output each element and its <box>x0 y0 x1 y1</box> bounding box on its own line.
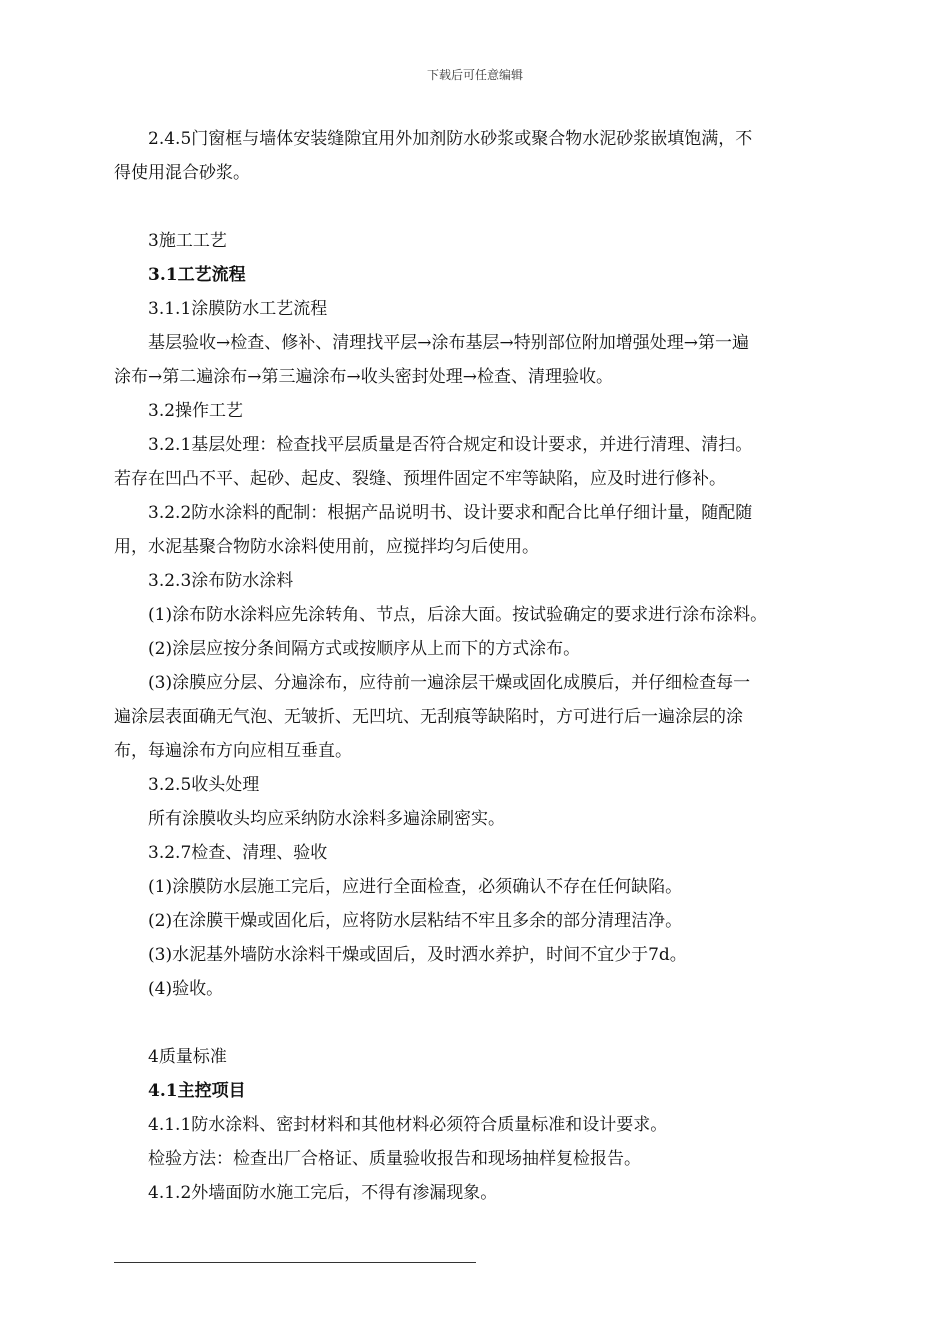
section-heading-4-1: 4.1主控项目 <box>148 1081 246 1101</box>
paragraph-4-1-2: 4.1.2外墙面防水施工完后，不得有渗漏现象。 <box>148 1183 498 1203</box>
spacer <box>114 1006 836 1040</box>
paragraph-3-2-2: 3.2.2防水涂料的配制：根据产品说明书、设计要求和配合比单仔细计量，随配随 <box>148 503 753 523</box>
inspection-method: 检验方法：检查出厂合格证、质量验收报告和现场抽样复检报告。 <box>148 1149 641 1169</box>
subheading-3-1-1: 3.1.1涂膜防水工艺流程 <box>148 299 328 319</box>
page-header: 下载后可任意编辑 <box>426 68 523 82</box>
list-item-3-2-3-3: (3)涂膜应分层、分遍涂布，应待前一遍涂层干燥或固化成膜后，并仔细检查每一 <box>148 673 751 693</box>
list-item-3-2-3-1: (1)涂布防水涂料应先涂转角、节点，后涂大面。按试验确定的要求进行涂布涂料。 <box>148 605 768 625</box>
process-flow-line-2: 涂布→第二遍涂布→第三遍涂布→收头密封处理→检查、清理验收。 <box>114 367 613 387</box>
spacer <box>114 190 836 224</box>
section-heading-3: 3施工工艺 <box>148 231 227 251</box>
paragraph-2-4-5-cont: 得使用混合砂浆。 <box>114 163 250 183</box>
paragraph-4-1-1: 4.1.1防水涂料、密封材料和其他材料必须符合质量标准和设计要求。 <box>148 1115 668 1135</box>
list-item-3-2-3-3-cont: 遍涂层表面确无气泡、无皱折、无凹坑、无刮痕等缺陷时，方可进行后一遍涂层的涂 <box>114 707 743 727</box>
list-item-3-2-7-1: (1)涂膜防水层施工完后，应进行全面检查，必须确认不存在任何缺陷。 <box>148 877 683 897</box>
process-flow-line-1: 基层验收→检查、修补、清理找平层→涂布基层→特别部位附加增强处理→第一遍 <box>148 333 749 353</box>
section-heading-3-2: 3.2操作工艺 <box>148 401 244 421</box>
paragraph-3-2-1: 3.2.1基层处理：检查找平层质量是否符合规定和设计要求，并进行清理、清扫。 <box>148 435 753 455</box>
section-heading-4: 4质量标准 <box>148 1047 227 1067</box>
paragraph-3-2-5: 所有涂膜收头均应采纳防水涂料多遍涂刷密实。 <box>148 809 505 829</box>
section-heading-3-1: 3.1工艺流程 <box>148 265 246 285</box>
paragraph-2-4-5: 2.4.5门窗框与墙体安装缝隙宜用外加剂防水砂浆或聚合物水泥砂浆嵌填饱满，不 <box>148 129 753 149</box>
paragraph-3-2-1-cont: 若存在凹凸不平、起砂、起皮、裂缝、预埋件固定不牢等缺陷，应及时进行修补。 <box>114 469 726 489</box>
subheading-3-2-3: 3.2.3涂布防水涂料 <box>148 571 294 591</box>
list-item-3-2-7-4: (4)验收。 <box>148 979 224 999</box>
paragraph-3-2-2-cont: 用，水泥基聚合物防水涂料使用前，应搅拌均匀后使用。 <box>114 537 539 557</box>
subheading-3-2-7: 3.2.7检查、清理、验收 <box>148 843 328 863</box>
subheading-3-2-5: 3.2.5收头处理 <box>148 775 260 795</box>
list-item-3-2-7-2: (2)在涂膜干燥或固化后，应将防水层粘结不牢且多余的部分清理洁净。 <box>148 911 683 931</box>
list-item-3-2-3-2: (2)涂层应按分条间隔方式或按顺序从上而下的方式涂布。 <box>148 639 581 659</box>
list-item-3-2-7-3: (3)水泥基外墙防水涂料干燥或固后，及时洒水养护，时间不宜少于7d。 <box>148 945 687 965</box>
document-body <box>114 122 836 1210</box>
list-item-3-2-3-3-end: 布，每遍涂布方向应相互垂直。 <box>114 741 352 761</box>
footnote-divider <box>114 1262 476 1263</box>
